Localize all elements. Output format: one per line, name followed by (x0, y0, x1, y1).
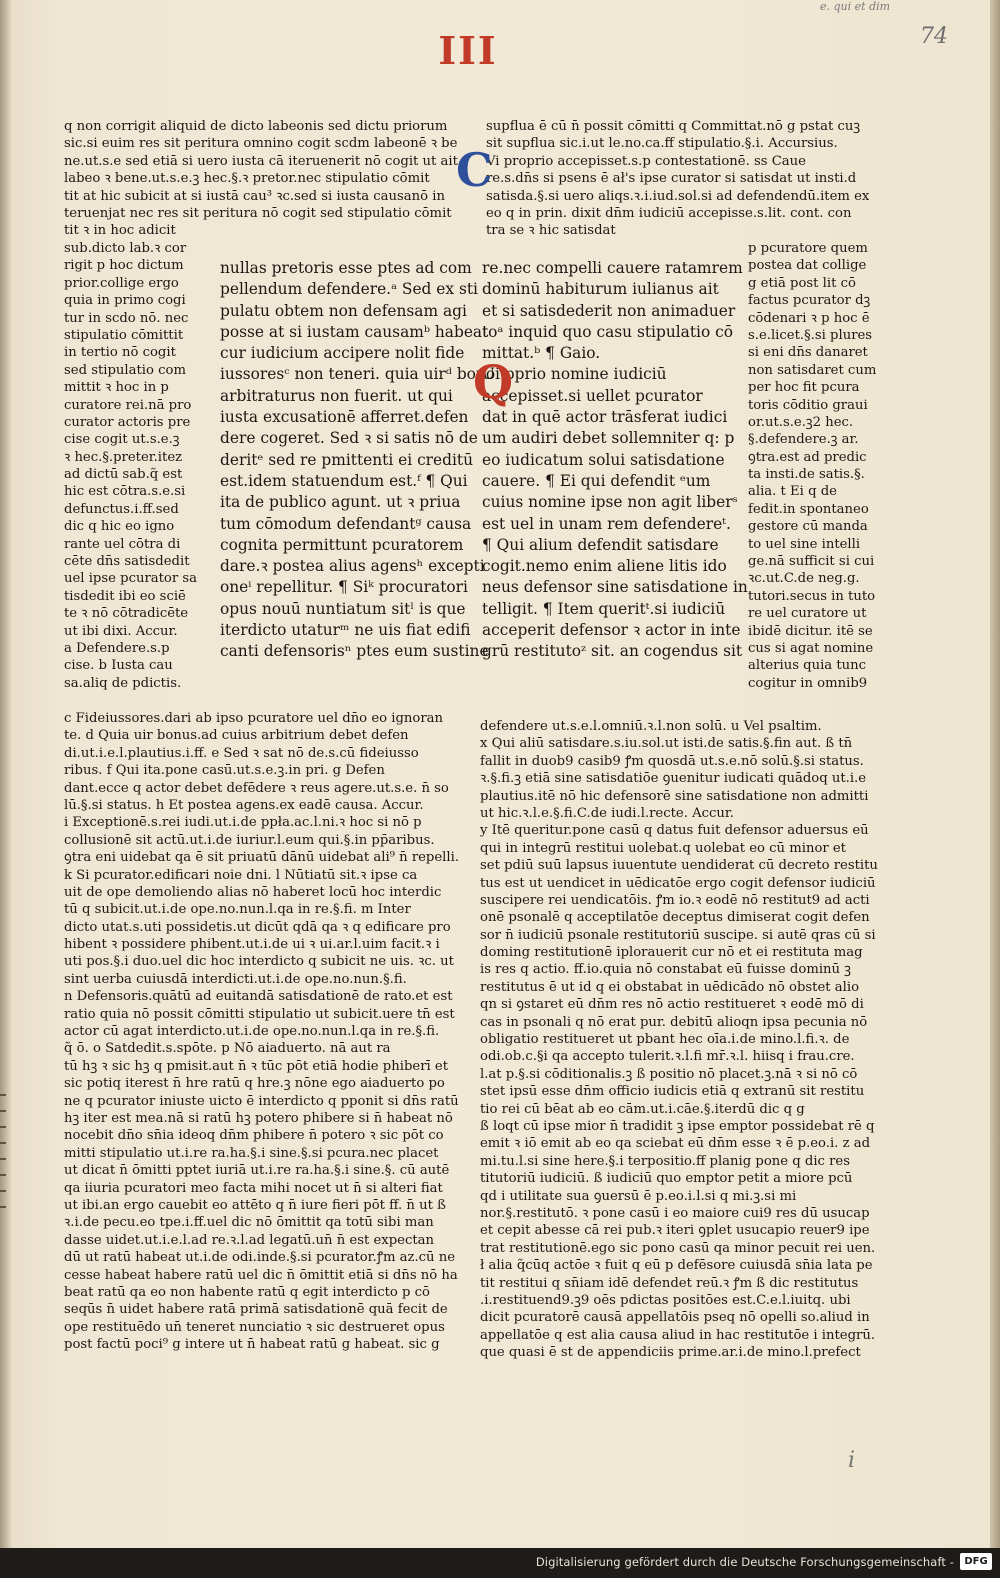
gloss-line: teruenjat nec res sit peritura nō cogit sed stipulatio cōmit (64, 205, 452, 221)
gloss-line: ꝯtra eni uidebat qa ē sit priuatū dānū uidebat ali⁹ n̄ repelli. (64, 850, 460, 866)
gloss-line: ł alia q̃cūq actōe ꝛ fuit q eū p defēsore cuiusdā sn̄ia lata pe (480, 1258, 873, 1274)
gloss-line: ꝛ.§.fi.ꝫ etiā sine satisdatiōe ꝯuenitur iudicati quādoq ut.i.e (480, 771, 867, 787)
gloss-line: k Si pcurator.edificari noie dni. l Nūtiatū sit.ꝛ ipse ca (64, 867, 418, 883)
gloss-line: sic.si euim res sit peritura omnino cogit scdm labeonē ꝛ be (64, 136, 458, 152)
gloss-line: hꝫ iter est mea.nā si ratū hꝫ potero phibere si n̄ habeat nō (64, 1110, 453, 1126)
gloss-line: prior.collige ergo (64, 275, 179, 291)
gloss-line: ut ibi.an ergo cauebit eo attēto q n̄ iure fieri pōt ff. n̄ ut ß (64, 1197, 446, 1213)
gloss-line: si eni dn̄s danaret (748, 345, 868, 361)
text-line: iterdicto utaturᵐ ne uis fiat edifi (220, 621, 471, 640)
gloss-line: q non corrigit aliquid de dicto labeonis sed dictu priorum (64, 119, 448, 134)
gloss-line: plautius.itē nō hic defensorē sine satisdatione non admitti (480, 788, 869, 804)
gloss-right-narrow (748, 240, 888, 692)
gloss-line: appellatōe q est alia causa aliud in hac restitutōe i integrū. (480, 1327, 876, 1343)
page-edge (990, 0, 1000, 1548)
left-margin-marks (0, 1080, 8, 1380)
gloss-line: tit restitui q sn̄iam idē defendet reū.ꝛ ꝭm ß dic restitutus (480, 1275, 859, 1291)
text-line: accepisset.si uellet pcurator (482, 386, 703, 405)
gloss-line: nor.§.restitutō. ꝛ pone casū i eo maiore cui9 res dū usucap (480, 1205, 870, 1221)
gloss-line: supflua ē cū n̄ possit cōmitti q Committat.nō g pstat cuꝫ (486, 119, 861, 134)
text-column-left (220, 258, 496, 663)
gloss-line: ribus. f Qui ita.pone casū.ut.s.e.ꝫ.in pri. g Defen (64, 763, 385, 779)
bottom-pencil-mark: i (848, 1448, 856, 1473)
gloss-line: c Fideiussores.dari ab ipso pcuratore uel dn̄o eo ignoran (64, 711, 444, 726)
gloss-line: qui in integrū restitui uolebat.q uolebat eo cū minor et (480, 840, 846, 856)
gloss-line: re.s.dn̄s si psens ē ał's ipse curator si satisdat ut insti.d (486, 171, 857, 187)
text-line: iusta excusationē afferret.defen (220, 408, 469, 427)
gloss-line: cōdenari ꝛ p hoc ē (748, 310, 870, 326)
gloss-line: ibidē dicitur. itē se (748, 623, 873, 639)
gloss-line: uti pos.§.i duo.uel dic hoc interdicto q subicit ne uis. ꝛc. ut (64, 954, 454, 970)
gloss-line: ne q pcurator iniuste uicto ē interdicto q pponit si dn̄s ratū (64, 1093, 459, 1109)
gloss-line: sed stipulatio com (64, 362, 186, 378)
gloss-line: odi.ob.c.§i qa accepto tulerit.ꝛ.l.fi mr̄.ꝛ.l. hiisq i frau.cre. (480, 1049, 855, 1065)
gloss-left-narrow (64, 240, 206, 692)
gloss-line: dicit pcuratorē causā appellatōis pseq nō opelli so.aliud in (480, 1310, 870, 1326)
text-line: est uel in unam rem defendereᵗ. (482, 514, 731, 533)
gloss-line: uit de ope demoliendo alias nō haberet locū hoc interdic (64, 884, 442, 900)
gloss-line: tutori.secus in tuto (748, 588, 876, 604)
gloss-line: i Exceptionē.s.rei iudi.ut.i.de ppła.ac.l.ni.ꝛ hoc si nō p (64, 815, 422, 831)
gloss-line: beat ratū qa eo non habente ratū q egit interdicto p cō (64, 1284, 430, 1300)
gloss-line: hic est cōtra.s.e.si (64, 484, 186, 500)
gloss-line: hibent ꝛ possidere phibent.ut.i.de ui ꝛ ui.ar.l.uim facit.ꝛ i (64, 937, 440, 953)
gloss-line: postea dat collige (748, 258, 867, 274)
top-handwritten-note: e. qui et dim (820, 0, 891, 13)
text-line: re.nec compelli cauere ratamrem (482, 259, 743, 277)
gloss-line: y Itē queritur.pone casū q datus fuit defensor aduersus eū (480, 823, 869, 839)
gloss-line: ꝛ hec.§.preter.itez (64, 449, 183, 465)
gloss-line: tus est ut uendicet in uēdicatōe ergo cogit defensor iudiciū (480, 875, 876, 891)
gloss-line: stet ipsū esse dn̄m officio iudicis etiā q extranū sit restitu (480, 1084, 865, 1100)
gloss-line: suscipere rei uendicatōis. ꝭm io.ꝛ eodē nō restitut9 ad acti (480, 892, 870, 908)
gloss-line: eo q in prin. dixit dn̄m iudiciū accepisse.s.lit. cont. con (486, 205, 852, 221)
gloss-line: actor cū agat interdicto.ut.i.de ope.no.nun.l.qa in re.§.fi. (64, 1024, 440, 1040)
gloss-line: sor n̄ iudiciū psonale restitutoriū suscipe. si autē qras cū si (480, 927, 876, 943)
text-line: posse at si iustam causamᵇ habeat (220, 322, 489, 341)
gloss-line: is res q actio. ff.io.quia nō constabat eū fuisse dominū ꝫ (480, 962, 851, 978)
text-line: telligit. ¶ Item queritᵗ.si iudiciū (482, 599, 726, 618)
gloss-line: lū.§.si status. h Et postea agens.ex eadē causa. Accur. (64, 797, 424, 813)
gloss-line: sint uerba cuiusdā interdicti.ut.i.de ope.no.nun.§.fi. (64, 971, 407, 987)
gloss-line: cēte dn̄s satisdedit (64, 554, 190, 570)
gloss-line: re uel curatore ut (748, 606, 867, 622)
gloss-line: cas in psonali q nō erat pur. debitū alioqn ipsa pecunia nō (480, 1014, 868, 1030)
text-line: mittat.ᵇ ¶ Gaio. (482, 344, 601, 363)
gloss-line: cogitur in omnib9 (748, 675, 868, 691)
gloss-line: onē psonalē q acceptilatōe deceptus dimiserat cogit defen (480, 910, 870, 926)
gloss-line: cise. b Iusta cau (64, 658, 173, 674)
text-line: dat in quē actor trāsferat iudici (482, 408, 728, 427)
footer-credit: Digitalisierung gefördert durch die Deutsche Forschungsgemeinschaft - (535, 1555, 954, 1569)
folio-title (438, 28, 498, 73)
text-line: acceperit defensor ꝛ actor in inte (482, 621, 741, 640)
gloss-line: ut dicat n̄ ōmitti pptet iuriā ut.i.re ra.ha.§.i sine.§. cū autē (64, 1163, 450, 1179)
gloss-line: ß loqt cū ipse mior n̄ tradidit ꝫ ipse emptor possidebat rē q (480, 1118, 875, 1134)
text-line: toᵃ inquid quo casu stipulatio cō (482, 322, 733, 341)
gloss-bottom-right (480, 718, 890, 1361)
text-line: Ui pprio nomine iudiciū (482, 365, 667, 384)
gloss-line: g etiā post lit cō (748, 275, 856, 291)
text-line: pellendum defendere.ᵃ Sed ex sti (220, 280, 478, 299)
gloss-line: tio rei cū bēat ab eo cām.ut.i.cāe.§.iterdū dic q g (480, 1101, 805, 1117)
text-column-right (482, 258, 748, 663)
gloss-line: ratio quia nō possit cōmitti stipulatio ut subicit.uere tn̄ est (64, 1006, 455, 1022)
gloss-line: titutoriū iudiciū. ß iudiciū quo emptor petit a miore pcū (480, 1171, 853, 1187)
gloss-line: collusionē sit actū.ut.i.de iuriur.l.eum qui.§.in pp̄aribus. (64, 832, 435, 848)
gloss-line: tur in scdo nō. nec (64, 310, 189, 326)
gloss-line: trat restitutionē.ego sic pono casū qa minor pecuit rei uen. (480, 1240, 876, 1256)
gloss-line: q̃ ō. o Satdedit.s.spōte. p Nō aiaduerto. nā aut ra (64, 1041, 391, 1057)
gloss-line: cise cogit ut.s.e.ꝫ (64, 432, 180, 448)
gloss-line: n Defensoris.quātū ad euitandā satisdationē de rato.et est (64, 989, 453, 1005)
initial-letter-c: C (456, 143, 493, 197)
gloss-line: p pcuratore quem (748, 241, 868, 256)
gloss-line: restitutus ē ut id q ei obstabat in uēdicādo nō obstet alio (480, 979, 860, 995)
gloss-line: mitti stipulatio ut.i.re ra.ha.§.i sine.§.si pcura.nec placet (64, 1145, 439, 1161)
text-line: eo iudicatum solui satisdatione (482, 450, 725, 469)
text-line: grū restitutoᶻ sit. an cogendus sit (482, 642, 743, 661)
gloss-line: mi.tu.l.si sine here.§.i terpositio.ff planig pone q dic res (480, 1153, 850, 1169)
gloss-line: ope restituēdo un̄ teneret nunciatio ꝛ sic destrueret opus (64, 1319, 445, 1335)
text-line: oneⁱ repellitur. ¶ Siᵏ procuratori (220, 578, 468, 597)
text-line: iussoresᶜ non teneri. quia uirᵈ bono (220, 365, 496, 384)
gloss-line: te ꝛ nō cōtradicēte (64, 606, 189, 622)
gloss-line: ut ibi dixi. Accur. (64, 623, 178, 639)
gloss-line: sit supflua sic.i.ut le.no.ca.ff stipulatio.§.i. Accursius. (486, 136, 838, 152)
gloss-line: non satisdaret cum (748, 362, 877, 378)
text-line: ¶ Qui alium defendit satisdare (482, 535, 719, 554)
gloss-line: alterius quia tunc (748, 658, 867, 674)
text-line: deritᵉ sed re pmittenti ei creditū (220, 450, 474, 469)
gloss-line: tū q subicit.ut.i.de ope.no.nun.l.qa in re.§.fi. m Inter (64, 902, 411, 918)
gloss-line: post factū poci⁹ g intere ut n̄ habeat ratū g habeat. sic g (64, 1337, 440, 1353)
text-line: dare.ꝛ postea alius agensʰ excepti (220, 557, 485, 576)
gloss-line: emit ꝛ iō emit ab eo qa sciebat eū dn̄m esse ꝛ ē p.eo.i. z ad (480, 1136, 871, 1152)
text-line: opus nouū nuntiatum sitˡ is que (220, 599, 466, 618)
gloss-line: seqūs n̄ uidet habere ratā primā satisdationē quā fecit de (64, 1302, 448, 1318)
gloss-line: tit ꝛ in hoc adicit (64, 223, 176, 239)
gloss-line: satisda.§.si uero aliqs.ꝛ.i.iud.sol.si ad defendendū.item ex (486, 188, 870, 204)
text-line: neus defensor sine satisdatione in (482, 578, 748, 597)
text-line: cauere. ¶ Ei qui defendit ᵉum (482, 471, 711, 490)
dfg-logo: DFG (960, 1553, 992, 1570)
text-line: et si satisdederit non animaduer (482, 301, 736, 320)
gloss-line: cesse habeat habere ratū uel dic n̄ ōmittit etiā si dn̄s nō ha (64, 1267, 458, 1283)
gloss-line: nocebit dn̄o sn̄ia ideoq dn̄m phibere n̄ potero ꝛ sic pōt co (64, 1128, 444, 1144)
text-line: arbitraturus non fuerit. ut qui (220, 386, 453, 405)
gloss-line: dū ut ratū habeat ut.i.de odi.inde.§.si pcurator.ꝭm az.cū ne (64, 1250, 456, 1266)
gloss-line: toris cōditio graui (748, 397, 868, 413)
text-line: canti defensorisⁿ ptes eum sustine (220, 642, 489, 661)
gloss-line: .i.restituend9.ꝫ9 oēs pdictas positōes est.C.e.l.iuitq. ubi (480, 1292, 851, 1308)
text-line: dominū habiturum iulianus ait (482, 280, 719, 299)
gloss-line: rante uel cōtra di (64, 536, 181, 552)
gloss-line: per hoc fit pcura (748, 380, 860, 396)
gloss-line: curatore rei.nā pro (64, 397, 192, 413)
gloss-line: dicto utat.s.uti possidetis.ut dicūt qdā qa ꝛ q edificare pro (64, 919, 451, 935)
gloss-line: ꝛc.ut.C.de neg.g. (748, 571, 860, 587)
gloss-line: to uel sine intelli (748, 536, 861, 552)
gloss-line: mittit ꝛ hoc in p (64, 380, 169, 396)
gloss-line: qn si ꝯstaret eū dn̄m res nō actio restitueret ꝛ eodē mō di (480, 997, 864, 1013)
gloss-line: x Qui aliū satisdare.s.iu.sol.ut isti.de satis.§.fin aut. ß tn̄ (480, 736, 853, 752)
gloss-line: defendere ut.s.e.l.omniū.ꝛ.l.non solū. u Vel psaltim. (480, 719, 822, 734)
text-line: um audiri debet sollemniter q: p (482, 429, 735, 448)
gloss-line: stipulatio cōmittit (64, 327, 184, 343)
gloss-line: sic potiq iterest n̄ hre ratū q hre.ꝫ nōne ego aiaduerto po (64, 1076, 445, 1092)
gloss-line: rigit p hoc dictum (64, 258, 184, 274)
text-line: cur iudicium accipere nolit fide (220, 344, 465, 363)
gloss-line: ad dictū sab.q̃ est (64, 467, 183, 483)
text-line: dere cogeret. Sed ꝛ si satis nō de (220, 429, 478, 448)
gloss-line: ut hic.ꝛ.l.e.§.fi.C.de iudi.l.recte. Accur. (480, 805, 734, 821)
gloss-line: s.e.licet.§.si plures (748, 327, 873, 343)
gloss-line: in tertio nō cogit (64, 345, 176, 361)
gloss-line: ta insti.de satis.§. (748, 467, 865, 483)
initial-letter-q: Q (473, 355, 514, 409)
gloss-line: que quasi ē st de appendiciis prime.ar.i.de mino.l.prefect (480, 1345, 861, 1361)
text-line: cogit.nemo enim aliene litis ido (482, 557, 727, 576)
gloss-line: alia. t Ei q de (748, 484, 837, 500)
gloss-line: di.ut.i.e.l.plautius.i.ff. e Sed ꝛ sat nō de.s.cū fideiusso (64, 745, 419, 761)
gloss-line: quia in primo cogi (64, 293, 186, 309)
gloss-line: qa iiuria pcuratori meo facta mihi nocet ut n̄ si alteri fiat (64, 1180, 443, 1196)
gloss-line: dasse uidet.ut.i.e.l.ad re.ꝛ.l.ad legatū.un̄ n̄ est expectan (64, 1232, 434, 1248)
gloss-line: tisdedit ibi eo sciē (64, 588, 186, 604)
text-line: tum cōmodum defendantᵍ causa (220, 514, 472, 533)
text-line: nullas pretoris esse ptes ad com (220, 259, 472, 277)
gloss-line: dic q hic eo igno (64, 519, 175, 535)
gloss-line: fallit in duob9 casib9 ꝭm quosdā ut.s.e.nō solū.§.si status. (480, 753, 864, 769)
text-line: est.idem statuendum est.ᶠ ¶ Qui (220, 471, 468, 490)
gloss-line: l.at p.§.si cōditionalis.ꝫ ß positio nō placet.ꝫ.nā ꝛ si nō cō (480, 1066, 858, 1082)
gloss-line: tū hꝫ ꝛ sic hꝫ q pmisit.aut n̄ ꝛ tūc pōt etiā hodie phiberī et (64, 1058, 449, 1074)
gloss-line: or.ut.s.e.ꝫ2 hec. (748, 414, 854, 430)
gloss-line: sa.aliq de pdictis. (64, 675, 182, 691)
gloss-line: Vi proprio accepisset.s.p contestationē. ss Caue (486, 153, 806, 169)
text-line: cognita permittunt pcuratorem (220, 535, 464, 554)
gloss-bottom-left (64, 710, 459, 1353)
gloss-line: labeo ꝛ bene.ut.s.e.ꝫ hec.§.ꝛ pretor.nec stipulatio cōmit (64, 171, 430, 187)
gloss-line: tra se ꝛ hic satisdat (486, 223, 616, 239)
gloss-line: ne.ut.s.e sed etiā si uero iusta cā iteruenerit nō cogit ut ait (64, 153, 458, 169)
gloss-line: fedit.in spontaneo (748, 501, 869, 517)
gloss-line: set pdiū suū lapsus iuuentute uendiderat cū decreto restitu (480, 858, 878, 874)
gloss-line: uel ipse pcurator sa (64, 571, 197, 587)
gloss-line: a Defendere.s.p (64, 640, 170, 656)
folio-number: 74 (920, 24, 948, 49)
gloss-line: §.defendere.ꝫ ar. (748, 432, 859, 448)
gloss-line: doming restitutionē iplorauerit cur nō et ei restituta mag (480, 945, 863, 961)
gloss-line: et cepit abesse cā rei pub.ꝛ iteri ꝯplet usucapio reuer9 ipe (480, 1223, 870, 1239)
gloss-line: curator actoris pre (64, 414, 191, 430)
gloss-line: ge.nā sufficit si cui (748, 554, 875, 570)
gloss-line: ꝯtra.est ad predic (748, 449, 867, 465)
gloss-line: factus pcurator dꝫ (748, 293, 871, 309)
gloss-line: defunctus.i.ff.sed (64, 501, 179, 517)
gloss-line: te. d Quia uir bonus.ad cuius arbitrium debet defen (64, 728, 409, 744)
gloss-line: sub.dicto lab.ꝛ cor (64, 241, 187, 256)
gloss-line: ꝛ.i.de pecu.eo tpe.i.ff.uel dic nō ōmittit qa totū sibi man (64, 1215, 434, 1231)
text-line: pulatu obtem non defensam agi (220, 301, 467, 320)
folio-title-text: III (438, 28, 498, 73)
gloss-line: cus si agat nomine (748, 640, 874, 656)
gloss-top-left (64, 118, 459, 240)
gloss-line: tit at hic subicit at si iustā cau³ ꝛc.sed si iusta causanō in (64, 188, 445, 204)
text-line: ita de publico agunt. ut ꝛ priua (220, 493, 461, 512)
gloss-top-right (486, 118, 886, 240)
gloss-line: gestore cū manda (748, 519, 868, 535)
gloss-line: dant.ecce q actor debet defēdere ꝛ reus agere.ut.s.e. n̄ so (64, 780, 449, 796)
gloss-line: qd i utilitate sua ꝯuersū ē p.eo.i.l.si q mi.ꝫ.si mi (480, 1188, 797, 1204)
gloss-line: obligatio restitueret ut pbant hec oīa.i.de mino.l.fi.ꝛ. de (480, 1032, 850, 1048)
text-line: cuius nomine ipse non agit liberˢ (482, 493, 738, 512)
